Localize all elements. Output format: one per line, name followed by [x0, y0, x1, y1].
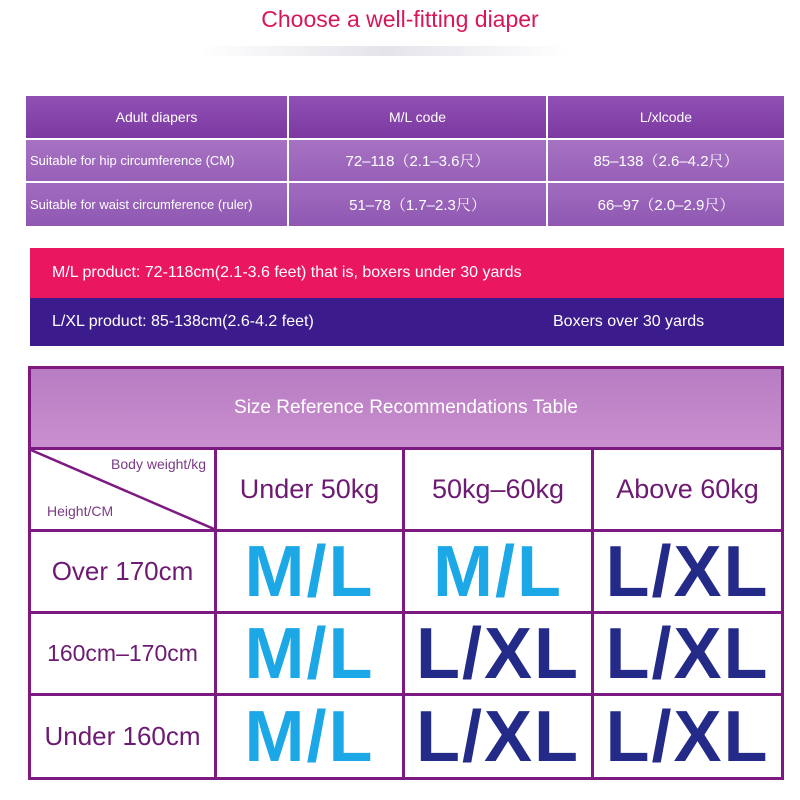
size-table-header-ml: M/L code — [289, 96, 546, 138]
size-cell: M/L — [217, 532, 402, 611]
size-cell: L/XL — [594, 696, 781, 777]
size-table-header-product: Adult diapers — [26, 96, 287, 138]
waist-lxl-value: 66–97（2.0–2.9尺） — [548, 183, 784, 226]
page-title: Choose a well-fitting diaper — [261, 6, 539, 32]
size-table-header-lxl: L/xlcode — [548, 96, 784, 138]
size-cell: M/L — [217, 696, 402, 777]
corner-height-label: Height/CM — [47, 503, 114, 519]
size-reference-table — [28, 366, 784, 780]
hip-label: Suitable for hip circumference (CM) — [26, 140, 287, 181]
size-cell: M/L — [405, 532, 591, 611]
size-cell: L/XL — [594, 532, 781, 611]
row-label-under-160: Under 160cm — [31, 696, 214, 777]
size-cell: L/XL — [405, 696, 591, 777]
waist-ml-value: 51–78（1.7–2.3尺） — [289, 183, 546, 226]
size-cell: M/L — [217, 614, 402, 693]
hip-lxl-value: 85–138（2.6–4.2尺） — [548, 140, 784, 181]
corner-weight-label: Body weight/kg — [111, 456, 206, 472]
size-table — [26, 96, 784, 226]
size-cell: L/XL — [405, 614, 591, 693]
lxl-product-text: L/XL product: 85-138cm(2.6-4.2 feet) — [52, 313, 314, 330]
title-shadow — [200, 46, 570, 56]
lxl-product-band — [30, 298, 784, 346]
col-header-above-60: Above 60kg — [594, 450, 781, 529]
lxl-product-note: Boxers over 30 yards — [553, 313, 705, 330]
corner-cell — [31, 450, 214, 529]
ml-product-text: M/L product: 72-118cm(2.1-3.6 feet) that is, boxers under 30 yards — [52, 264, 522, 281]
waist-label: Suitable for waist circumference (ruler) — [26, 183, 287, 226]
reference-table-title: Size Reference Recommendations Table — [31, 369, 781, 447]
hip-ml-value: 72–118（2.1–3.6尺） — [289, 140, 546, 181]
row-label-over-170: Over 170cm — [31, 532, 214, 611]
size-cell: L/XL — [594, 614, 781, 693]
row-label-160-170: 160cm–170cm — [31, 614, 214, 693]
col-header-50-60: 50kg–60kg — [405, 450, 591, 529]
col-header-under-50: Under 50kg — [217, 450, 402, 529]
ml-product-band — [30, 248, 784, 298]
